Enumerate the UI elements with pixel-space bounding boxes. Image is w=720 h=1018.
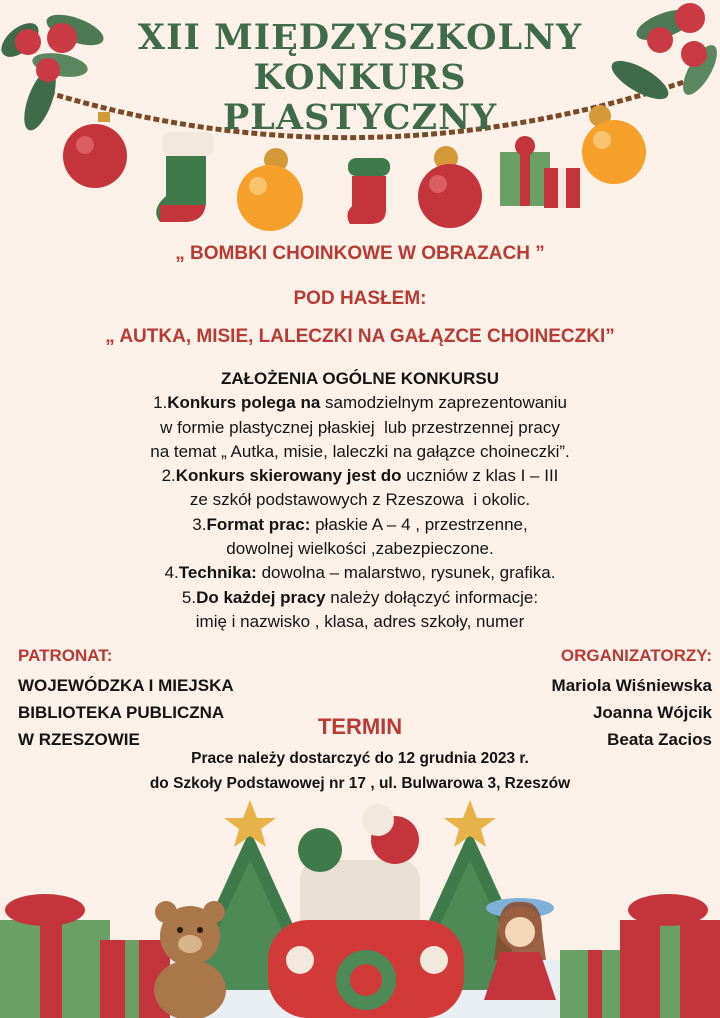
rule-number: 2.: [161, 466, 176, 486]
poster-title: [0, 18, 720, 138]
stocking-icon: [156, 132, 214, 222]
rule-text: dowolna – malarstwo, rysunek, grafika.: [256, 563, 556, 583]
rule-1-line: na temat „ Autka, misie, laleczki na gałązce choineczki”.: [150, 441, 570, 461]
rule-3-line: dowolnej wielkości ,zabezpieczone.: [226, 539, 494, 559]
gift-icon: [0, 894, 170, 1018]
rule-bold: Do każdej pracy: [196, 587, 326, 607]
motto: „ AUTKA, MISIE, LALECZKI NA GAŁĄZCE CHOINECZKI”: [105, 326, 615, 347]
rule-3: [0, 513, 720, 537]
toys-illustration: [0, 790, 720, 1018]
patronat-heading: PATRONAT:: [18, 646, 113, 665]
patronat-line: BIBLIOTEKA PUBLICZNA: [18, 703, 225, 722]
gift-icon: [560, 894, 720, 1018]
delivery-line: Prace należy dostarczyć do 12 grudnia 2023 r.: [191, 750, 529, 767]
rule-text: płaskie A – 4 , przestrzenne,: [310, 514, 528, 534]
organizer-name: Beata Zacios: [607, 730, 712, 749]
rule-text: należy dołączyć informacje:: [325, 587, 539, 607]
title-line: XII MIĘDZYSZKOLNY: [137, 17, 583, 58]
title-line: PLASTYCZNY: [222, 97, 498, 138]
rule-bold: Konkurs skierowany jest do: [175, 466, 402, 486]
organizers-heading: ORGANIZATORZY:: [560, 646, 712, 665]
rule-2-line: ze szkół podstawowych z Rzeszowa i okolic.: [189, 490, 531, 510]
rule-5: [0, 586, 720, 610]
patronat-line: WOJEWÓDZKA I MIEJSKA: [18, 676, 234, 695]
title-line: KONKURS: [253, 57, 467, 98]
rule-number: 1.: [153, 393, 168, 413]
rule-bold: Konkurs polega na: [167, 393, 321, 413]
bauble-icon: [418, 146, 482, 228]
rules-section: [0, 367, 720, 634]
motto-label: POD HASŁEM:: [293, 288, 427, 309]
organizer-name: Mariola Wiśniewska: [551, 676, 712, 695]
bauble-icon: [237, 148, 303, 231]
rule-bold: Technika:: [178, 563, 257, 583]
rule-1: [0, 391, 720, 415]
rule-number: 3.: [192, 514, 207, 534]
patronat-line: W RZESZOWIE: [18, 730, 140, 749]
rule-number: 4.: [164, 563, 179, 583]
rule-5-line: imię i nazwisko , klasa, adres szkoły, numer: [195, 611, 525, 631]
termin-heading: TERMIN: [317, 714, 403, 739]
rule-2: [0, 464, 720, 488]
organizer-name: Joanna Wójcik: [592, 703, 712, 722]
rule-bold: Format prac:: [206, 514, 311, 534]
rule-text: uczniów z klas I – III: [401, 466, 559, 486]
rule-1-line: w formie plastycznej płaskiej lub przestrzennej pracy: [160, 417, 560, 437]
delivery-line: do Szkoły Podstawowej nr 17 , ul. Bulwarowa 3, Rzeszów: [149, 775, 571, 792]
gift-icon: [500, 136, 580, 208]
rule-text: samodzielnym zaprezentowaniu: [320, 393, 567, 413]
rules-heading: ZAŁOŻENIA OGÓLNE KONKURSU: [221, 369, 499, 388]
contest-subtitle: „ BOMBKI CHOINKOWE W OBRAZACH ”: [175, 243, 545, 264]
stocking-icon: [347, 158, 390, 224]
delivery-info: [0, 746, 720, 796]
rule-number: 5.: [181, 587, 197, 607]
rule-4: [0, 561, 720, 585]
